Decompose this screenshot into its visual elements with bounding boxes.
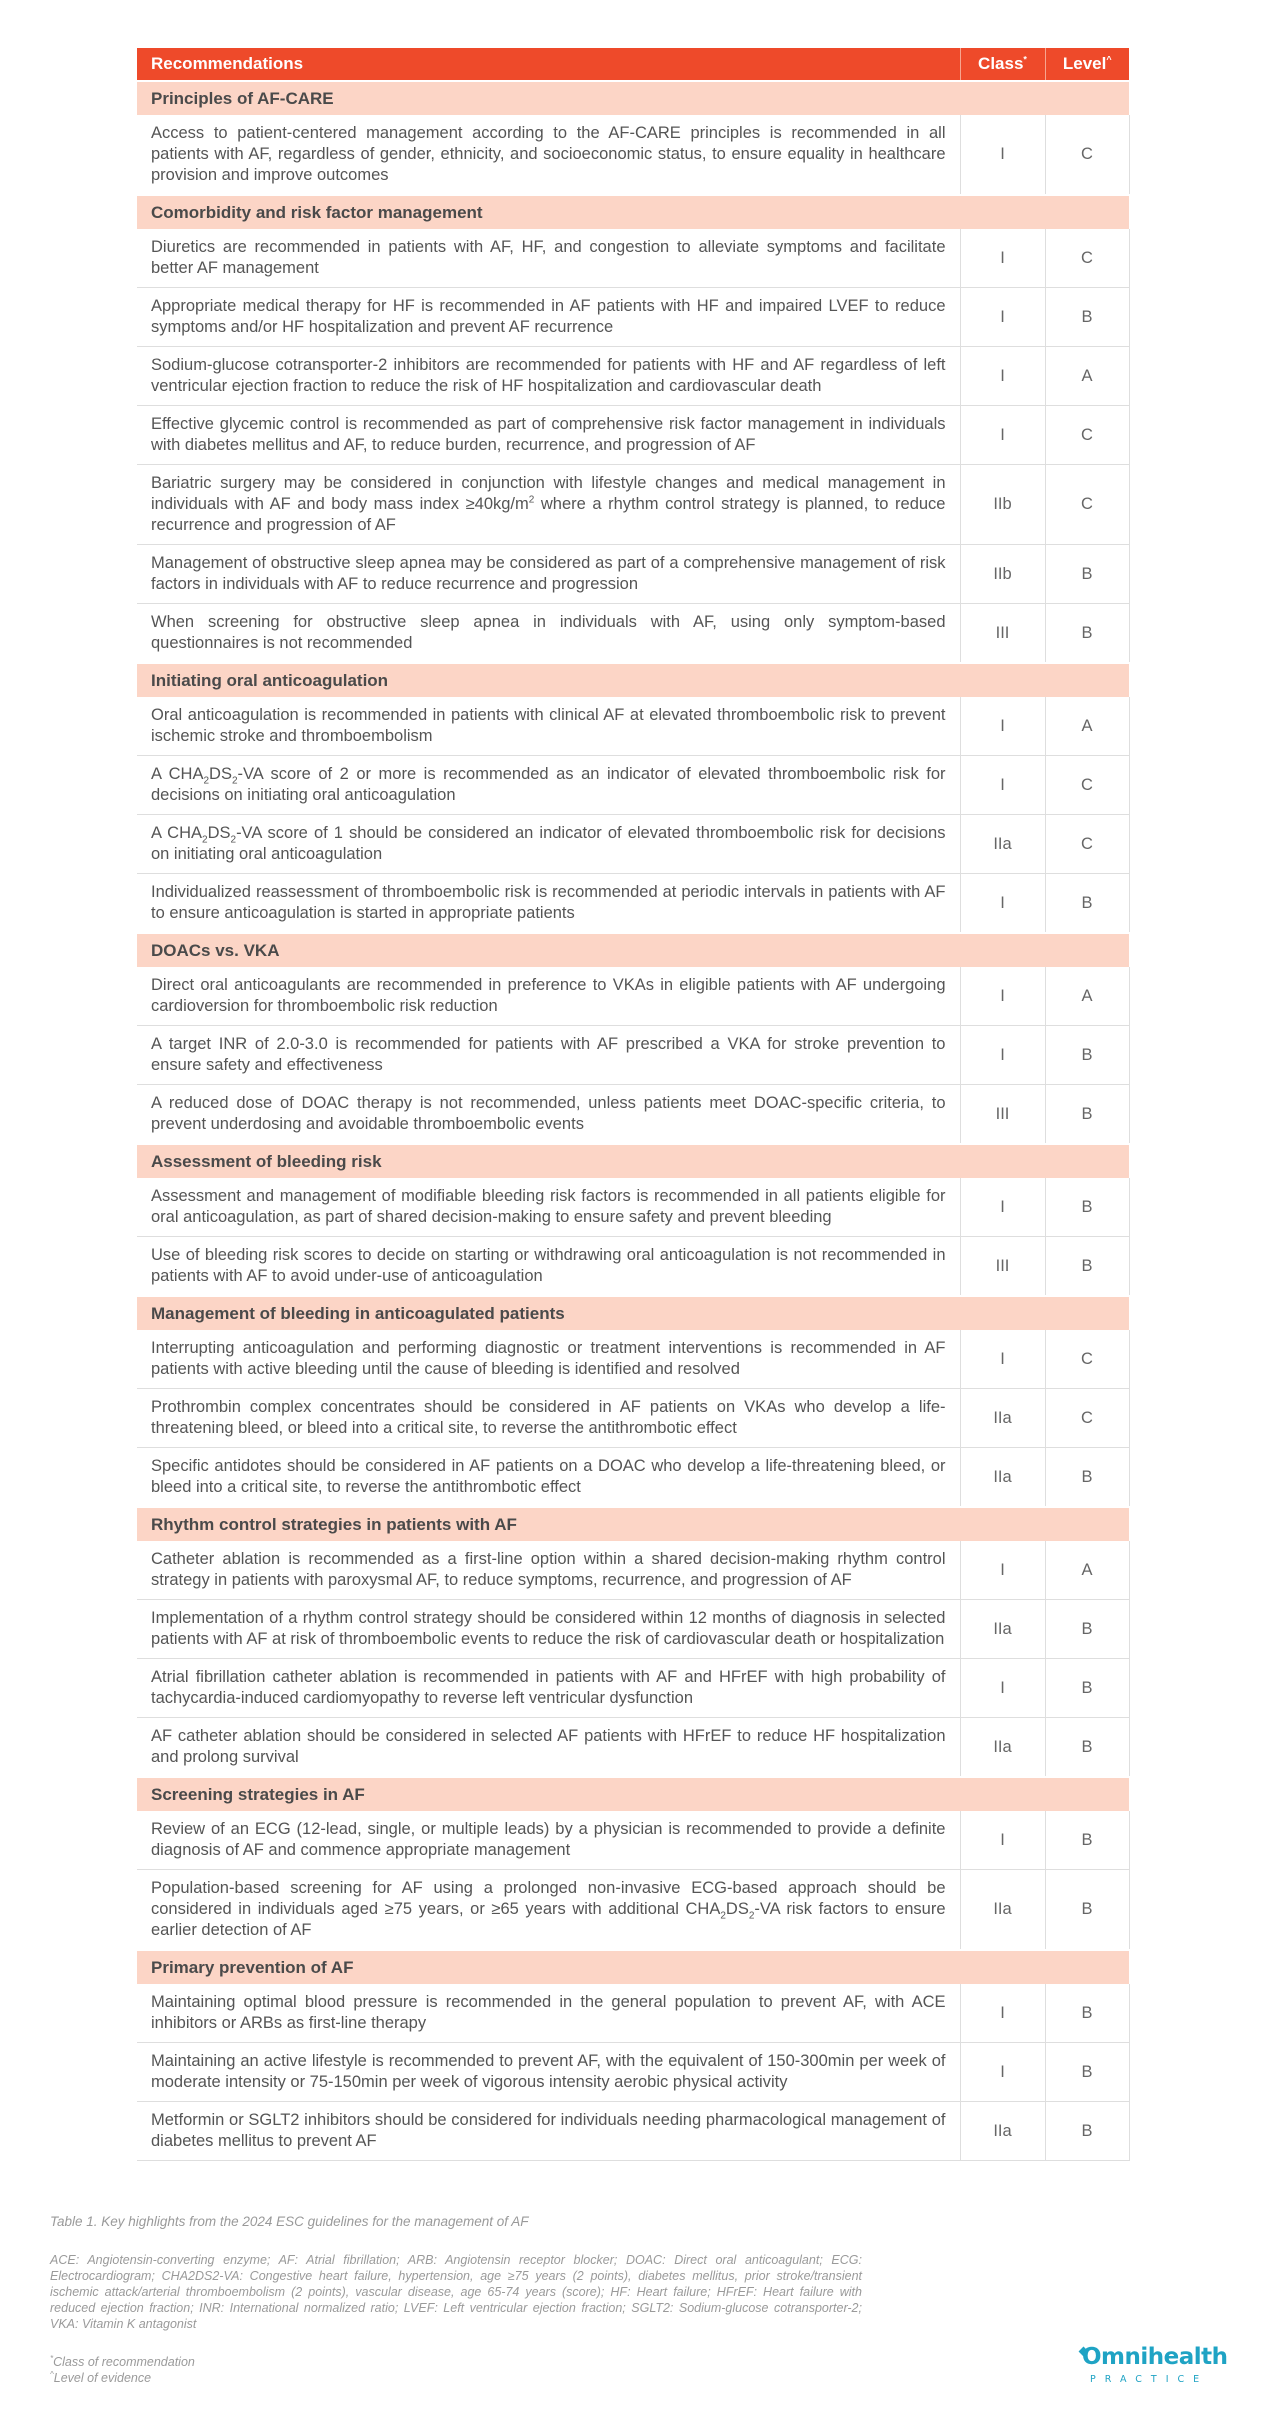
recommendation-text: A $CHA_2DS_2-VA$ score of 2 or more is recommended as an indicator of elevated thromboembolic risk for decisions on initiating oral anticoagulation — [137, 756, 960, 815]
section-row — [137, 933, 1129, 967]
omnihealth-logo — [1082, 2344, 1228, 2390]
class-cell: I — [960, 1178, 1045, 1237]
recommendation-text: Bariatric surgery may be considered in conjunction with lifestyle changes and medical management in individuals with AF and body mass index $\ge 40kg/m^2$ where a rhythm control strategy is planned, to reduce recurrence and progression of AF — [137, 465, 960, 545]
recommendation-text: Review of an ECG (12-lead, single, or multiple leads) by a physician is recommended to provide a definite diagnosis of AF and commence appropriate management — [137, 1811, 960, 1870]
section-title: Screening strategies in AF — [137, 1777, 1129, 1811]
section-row — [137, 1950, 1129, 1984]
class-cell: IIa — [960, 2102, 1045, 2161]
class-cell: I — [960, 1541, 1045, 1600]
table-caption: Table 1. Key highlights from the 2024 ESC guidelines for the management of AF — [50, 2214, 529, 2229]
recommendation-text: Interrupting anticoagulation and performing diagnostic or treatment interventions is recommended in AF patients with active bleeding until the cause of bleeding is identified and resolved — [137, 1330, 960, 1389]
table-row — [137, 815, 1129, 874]
level-cell: C — [1045, 465, 1129, 545]
recommendation-text: Atrial fibrillation catheter ablation is recommended in patients with AF and HFrEF with high probability of tachycardia-induced cardiomyopathy to reverse left ventricular dysfunction — [137, 1659, 960, 1718]
section-title: Management of bleeding in anticoagulated patients — [137, 1296, 1129, 1330]
table-row — [137, 874, 1129, 934]
class-cell: I — [960, 229, 1045, 288]
level-cell: C — [1045, 115, 1129, 195]
level-cell: B — [1045, 1984, 1129, 2043]
class-cell: I — [960, 347, 1045, 406]
table-row — [137, 229, 1129, 288]
table-row — [137, 1659, 1129, 1718]
recommendation-text: Access to patient-centered management according to the AF-CARE principles is recommended in all patients with AF, regardless of gender, ethnicity, and socioeconomic status, to ensure equality in healthcare provision and improve outcomes — [137, 115, 960, 195]
logo-wordmark: Omnihealth — [1082, 2344, 1228, 2370]
class-cell: IIa — [960, 1448, 1045, 1508]
class-cell: I — [960, 2043, 1045, 2102]
recommendation-text: Individualized reassessment of thromboembolic risk is recommended at periodic intervals in patients with AF to ensure anticoagulation is started in appropriate patients — [137, 874, 960, 934]
table-row — [137, 967, 1129, 1026]
recommendation-text: Direct oral anticoagulants are recommended in preference to VKAs in eligible patients with AF undergoing cardioversion for thromboembolic risk reduction — [137, 967, 960, 1026]
level-cell: A — [1045, 697, 1129, 756]
recommendation-text: Implementation of a rhythm control strategy should be considered within 12 months of diagnosis in selected patients with AF at risk of thromboembolic events to reduce the risk of cardiovascular death or hospitalization — [137, 1600, 960, 1659]
level-cell: B — [1045, 1448, 1129, 1508]
section-title: Primary prevention of AF — [137, 1950, 1129, 1984]
recommendation-text: Assessment and management of modifiable bleeding risk factors is recommended in all patients eligible for oral anticoagulation, as part of shared decision-making to ensure safety and prevent bleeding — [137, 1178, 960, 1237]
recommendation-text: Management of obstructive sleep apnea may be considered as part of a comprehensive management of risk factors in individuals with AF to reduce recurrence and progression — [137, 545, 960, 604]
level-cell: B — [1045, 1718, 1129, 1778]
table-row — [137, 2043, 1129, 2102]
level-cell: C — [1045, 1389, 1129, 1448]
level-cell: C — [1045, 815, 1129, 874]
recommendation-text: Sodium-glucose cotransporter-2 inhibitors are recommended for patients with HF and AF regardless of left ventricular ejection fraction to reduce the risk of HF hospitalization and cardiovascular death — [137, 347, 960, 406]
recommendation-text: Appropriate medical therapy for HF is recommended in AF patients with HF and impaired LVEF to reduce symptoms and/or HF hospitalization and prevent AF recurrence — [137, 288, 960, 347]
table-row — [137, 604, 1129, 664]
level-cell: B — [1045, 1178, 1129, 1237]
table-row — [137, 406, 1129, 465]
class-cell: III — [960, 1237, 1045, 1297]
class-cell: IIb — [960, 465, 1045, 545]
section-row — [137, 195, 1129, 229]
table-row — [137, 465, 1129, 545]
table-row — [137, 1178, 1129, 1237]
section-row — [137, 81, 1129, 115]
recommendation-text: A $CHA_2DS_2-VA$ score of 1 should be considered an indicator of elevated thromboembolic risk for decisions on initiating oral anticoagulation — [137, 815, 960, 874]
class-cell: I — [960, 1659, 1045, 1718]
table-row — [137, 1984, 1129, 2043]
recommendation-text: Catheter ablation is recommended as a first-line option within a shared decision-making rhythm control strategy in patients with paroxysmal AF, to reduce symptoms, recurrence, and progression of AF — [137, 1541, 960, 1600]
class-cell: I — [960, 967, 1045, 1026]
recommendation-text: Maintaining an active lifestyle is recommended to prevent AF, with the equivalent of 150-300min per week of moderate intensity or 75-150min per week of vigorous intensity aerobic physical activity — [137, 2043, 960, 2102]
level-cell: C — [1045, 756, 1129, 815]
table-row — [137, 288, 1129, 347]
header-level-mark: ^ — [1106, 54, 1112, 65]
level-cell: B — [1045, 1870, 1129, 1951]
recommendation-text: A reduced dose of DOAC therapy is not recommended, unless patients meet DOAC-specific criteria, to prevent underdosing and avoidable thromboembolic events — [137, 1085, 960, 1145]
level-cell: B — [1045, 1659, 1129, 1718]
section-row — [137, 1144, 1129, 1178]
recommendations-table — [137, 48, 1130, 2161]
class-cell: IIa — [960, 1870, 1045, 1951]
header-level — [1045, 48, 1129, 81]
table-row — [137, 2102, 1129, 2161]
level-cell: B — [1045, 1026, 1129, 1085]
section-title: Principles of AF-CARE — [137, 81, 1129, 115]
level-cell: C — [1045, 406, 1129, 465]
level-cell: B — [1045, 874, 1129, 934]
table-row — [137, 1448, 1129, 1508]
class-cell: I — [960, 1984, 1045, 2043]
table-row — [137, 697, 1129, 756]
section-title: Comorbidity and risk factor management — [137, 195, 1129, 229]
class-cell: III — [960, 1085, 1045, 1145]
section-row — [137, 663, 1129, 697]
section-row — [137, 1296, 1129, 1330]
level-cell: A — [1045, 347, 1129, 406]
class-cell: III — [960, 604, 1045, 664]
class-cell: IIa — [960, 1600, 1045, 1659]
table-row — [137, 1811, 1129, 1870]
footnote-level-text: Level of evidence — [53, 2371, 152, 2386]
abbreviations-note: ACE: Angiotensin-converting enzyme; AF: Atrial fibrillation; ARB: Angiotensin receptor blocker; DOAC: Direct oral anticoagulant; ECG: Electrocardiogram; CHA2DS2-VA: Congestive heart failure, hypertension, age ≥75 years (2 points), diabetes mellitus, prior stroke/transient ischemic attack/arterial thromboembolism (2 points), vascular disease, age 65-74 years (score); HF: Heart failure; HFrEF: Heart failure with reduced ejection fraction; INR: International normalized ratio; LVEF: Left ventricular ejection fraction; SGLT2: Sodium-glucose cotransporter-2; VKA: Vitamin K antagonist — [50, 2253, 862, 2331]
class-cell: IIa — [960, 1389, 1045, 1448]
table-row — [137, 1085, 1129, 1145]
level-cell: B — [1045, 2102, 1129, 2161]
header-recommendations: Recommendations — [137, 48, 960, 81]
table-row — [137, 1026, 1129, 1085]
class-cell: I — [960, 1811, 1045, 1870]
logo-tagline: PRACTICE — [1090, 2374, 1209, 2385]
table-row — [137, 1870, 1129, 1951]
level-cell: C — [1045, 1330, 1129, 1389]
table-row — [137, 545, 1129, 604]
class-cell: I — [960, 756, 1045, 815]
section-title: Rhythm control strategies in patients with AF — [137, 1507, 1129, 1541]
footnote-level-mark: ^ — [50, 2370, 54, 2379]
recommendation-text: AF catheter ablation should be considered in selected AF patients with HFrEF to reduce HF hospitalization and prolong survival — [137, 1718, 960, 1778]
class-cell: I — [960, 288, 1045, 347]
recommendation-text: When screening for obstructive sleep apnea in individuals with AF, using only symptom-based questionnaires is not recommended — [137, 604, 960, 664]
table-row — [137, 756, 1129, 815]
table-row — [137, 1541, 1129, 1600]
class-cell: I — [960, 874, 1045, 934]
recommendation-text: Oral anticoagulation is recommended in patients with clinical AF at elevated thromboembolic risk to prevent ischemic stroke and thromboembolism — [137, 697, 960, 756]
level-cell: B — [1045, 1600, 1129, 1659]
section-title: Assessment of bleeding risk — [137, 1144, 1129, 1178]
table-row — [137, 1330, 1129, 1389]
table-row — [137, 115, 1129, 195]
level-cell: C — [1045, 229, 1129, 288]
class-cell: I — [960, 1330, 1045, 1389]
level-cell: B — [1045, 545, 1129, 604]
level-cell: B — [1045, 604, 1129, 664]
table-header-row — [137, 48, 1129, 81]
recommendation-text: Effective glycemic control is recommended as part of comprehensive risk factor management in individuals with diabetes mellitus and AF, to reduce burden, recurrence, and progression of AF — [137, 406, 960, 465]
recommendation-text: Maintaining optimal blood pressure is recommended in the general population to prevent AF, with ACE inhibitors or ARBs as first-line therapy — [137, 1984, 960, 2043]
level-cell: B — [1045, 1237, 1129, 1297]
class-cell: I — [960, 115, 1045, 195]
class-cell: IIa — [960, 1718, 1045, 1778]
table-row — [137, 347, 1129, 406]
class-cell: IIb — [960, 545, 1045, 604]
header-level-label: Level — [1062, 54, 1107, 73]
level-cell: B — [1045, 1085, 1129, 1145]
class-cell: I — [960, 1026, 1045, 1085]
class-cell: I — [960, 406, 1045, 465]
table-row — [137, 1600, 1129, 1659]
class-cell: I — [960, 697, 1045, 756]
section-title: DOACs vs. VKA — [137, 933, 1129, 967]
section-row — [137, 1507, 1129, 1541]
header-class-mark: * — [1023, 54, 1027, 65]
recommendation-text: Metformin or SGLT2 inhibitors should be considered for individuals needing pharmacological management of diabetes mellitus to prevent AF — [137, 2102, 960, 2161]
table-row — [137, 1718, 1129, 1778]
level-cell: B — [1045, 2043, 1129, 2102]
class-cell: IIa — [960, 815, 1045, 874]
recommendation-text: Specific antidotes should be considered in AF patients on a DOAC who develop a life-threatening bleed, or bleed into a critical site, to reverse the antithrombotic effect — [137, 1448, 960, 1508]
recommendation-text: Diuretics are recommended in patients with AF, HF, and congestion to alleviate symptoms and facilitate better AF management — [137, 229, 960, 288]
section-title: Initiating oral anticoagulation — [137, 663, 1129, 697]
header-class — [960, 48, 1045, 81]
level-cell: A — [1045, 1541, 1129, 1600]
recommendation-text: A target INR of 2.0-3.0 is recommended for patients with AF prescribed a VKA for stroke prevention to ensure safety and effectiveness — [137, 1026, 960, 1085]
recommendation-text: Use of bleeding risk scores to decide on starting or withdrawing oral anticoagulation is not recommended in patients with AF to avoid under-use of anticoagulation — [137, 1237, 960, 1297]
footnote-level — [50, 2370, 862, 2385]
header-class-label: Class — [978, 54, 1024, 73]
recommendation-text: Population-based screening for AF using a prolonged non-invasive ECG-based approach should be considered in individuals aged ≥75 years, or ≥65 years with additional $CHA_2DS_2-VA$ risk factors to ensure earlier detection of AF — [137, 1870, 960, 1951]
footnote-class-text: Class of recommendation — [53, 2355, 195, 2370]
level-cell: B — [1045, 1811, 1129, 1870]
table-body — [137, 81, 1129, 2161]
level-cell: A — [1045, 967, 1129, 1026]
table-row — [137, 1237, 1129, 1297]
table-row — [137, 1389, 1129, 1448]
level-cell: B — [1045, 288, 1129, 347]
recommendation-text: Prothrombin complex concentrates should be considered in AF patients on VKAs who develop a life-threatening bleed, or bleed into a critical site, to reverse the antithrombotic effect — [137, 1389, 960, 1448]
footnote-class-mark: * — [50, 2354, 54, 2363]
section-row — [137, 1777, 1129, 1811]
footnote-class — [50, 2354, 862, 2369]
